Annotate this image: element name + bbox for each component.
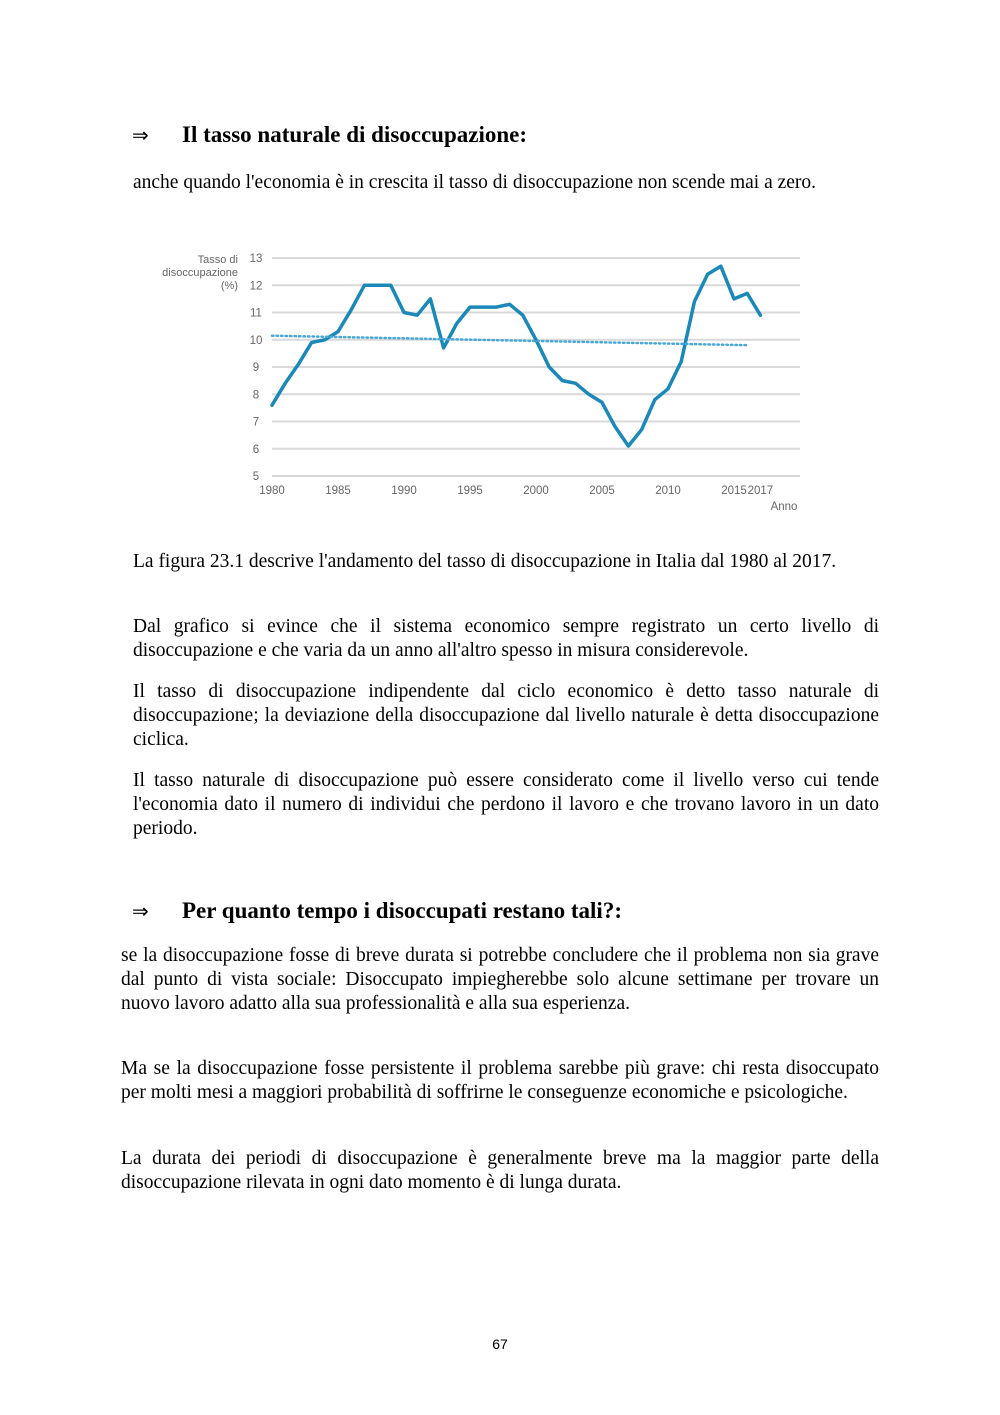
paragraph: se la disoccupazione fosse di breve durata si potrebbe concludere che il problema non sia grave dal punto di vista sociale: Disoccupato impiegherebbe solo alcune settimane per trovare un nuovo lavoro adatto alla sua professionalità e alla sua esperienza.	[121, 945, 879, 1014]
paragraph: La durata dei periodi di disoccupazione è generalmente breve ma la maggior parte della disoccupazione rilevata in ogni dato momento è di lunga durata.	[121, 1148, 879, 1193]
y-axis-label	[162, 254, 238, 292]
section-heading-duration	[132, 898, 622, 924]
x-tick-labels	[259, 485, 773, 497]
arrow-icon: ⇒	[132, 124, 149, 147]
section-heading-natural-rate	[132, 122, 527, 148]
x-tick-label: 1990	[391, 485, 417, 497]
x-axis-label: Anno	[770, 501, 798, 513]
paragraph: Il tasso naturale di disoccupazione può essere considerato come il livello verso cui tende l'economia dato il numero di individui che perdono il lavoro e che trovano lavoro in un dato periodo.	[133, 770, 879, 839]
y-axis-label-line: Tasso di	[197, 254, 238, 266]
y-tick-label: 11	[250, 307, 262, 320]
y-tick-label: 13	[249, 253, 263, 265]
y-tick-labels	[250, 253, 263, 483]
y-tick-label: 12	[249, 280, 263, 293]
paragraph: La figura 23.1 descrive l'andamento del tasso di disoccupazione in Italia dal 1980 al 2017.	[133, 551, 837, 572]
y-tick-label: 6	[252, 443, 260, 456]
paragraph: Dal grafico si evince che il sistema economico sempre registrato un certo livello di disoccupazione e che varia da un anno all'altro spesso in misura considerevole.	[133, 616, 879, 661]
x-tick-label: 1980	[259, 485, 285, 497]
arrow-icon: ⇒	[132, 900, 149, 923]
unemployment-chart	[140, 248, 820, 518]
x-tick-label: 1995	[457, 485, 483, 497]
y-tick-label: 8	[252, 389, 260, 402]
grid-lines	[272, 258, 800, 476]
y-axis-label-line: disoccupazione	[162, 267, 238, 279]
y-tick-label: 10	[249, 334, 263, 347]
y-tick-label: 7	[252, 416, 260, 429]
paragraph: Ma se la disoccupazione fosse persistente il problema sarebbe più grave: chi resta disoccupato per molti mesi a maggiori probabilità di soffrirne le conseguenze economiche e psicologiche.	[121, 1058, 879, 1103]
x-tick-label: 2015	[721, 485, 747, 497]
y-tick-label: 9	[252, 362, 260, 374]
y-tick-label: 5	[252, 471, 260, 483]
x-tick-label: 2005	[589, 485, 615, 497]
paragraph: Il tasso di disoccupazione indipendente dal ciclo economico è detto tasso naturale di disoccupazione; la deviazione della disoccupazione dal livello naturale è detta disoccupazione ciclica.	[133, 681, 879, 750]
section-title: Il tasso naturale di disoccupazione:	[182, 122, 528, 147]
x-tick-label: 2017	[747, 485, 774, 497]
series-lines	[272, 266, 760, 446]
x-tick-label: 2010	[655, 485, 681, 497]
section-title: Per quanto tempo i disoccupati restano tali?:	[182, 898, 622, 923]
page-number: 67	[492, 1336, 508, 1352]
intro-paragraph: anche quando l'economia è in crescita il tasso di disoccupazione non scende mai a zero.	[133, 172, 817, 193]
x-tick-label: 2000	[523, 485, 549, 497]
x-tick-label: 1985	[325, 485, 351, 497]
unemployment-rate-line	[272, 266, 760, 446]
y-axis-label-line: (%)	[220, 280, 238, 292]
